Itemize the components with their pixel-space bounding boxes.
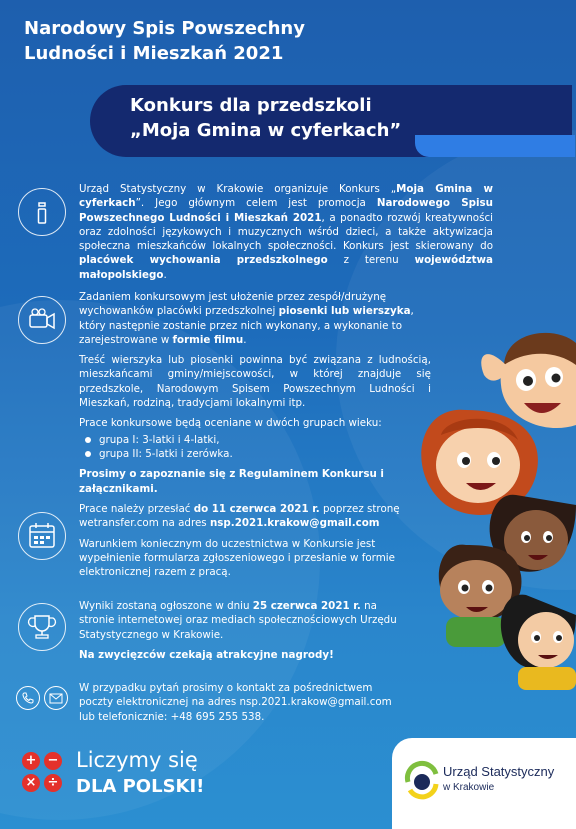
list-item: grupa II: 5-latki i zerówka. <box>99 447 431 461</box>
text: Urząd Statystyczny w Krakowie organizuje Konkurs „ <box>79 183 397 195</box>
census-name: Narodowego Spisu Powszechnego Ludności i Mieszkań 2021 <box>79 197 493 224</box>
minus-icon: − <box>44 752 62 770</box>
logo-subtitle: w Krakowie <box>443 782 495 793</box>
video-camera-icon <box>18 296 66 344</box>
text: na stronie internetowej oraz mediach społecznościowych Urzędu Statystycznego w Krakowie. <box>79 600 397 641</box>
contact-paragraph: W przypadku pytań prosimy o kontakt za pośrednictwem poczty elektronicznej na adres nsp.2021.krakow@gmail.com lub telefonicznie: +48 695 255 538. <box>79 682 392 723</box>
contact-section <box>79 681 399 730</box>
task-type: piosenki lub wierszyka <box>278 305 411 318</box>
target-institutions: placówek wychowania przedszkolnego <box>79 254 328 267</box>
results-section <box>79 599 399 668</box>
slogan-line-1: Liczymy się <box>76 748 198 772</box>
age-groups-list <box>79 433 431 462</box>
content-paragraph: Treść wierszyka lub piosenki powinna być związana z ludnością, mieszkańcami gminy/miejscowości, w której znajduje się przedszkole, Narodowym Spisem Powszechnym Ludności i Mieszkań, rodziną, tradycjami lokalnymi itp. <box>79 354 431 410</box>
title-line-2: Ludności i Mieszkań 2021 <box>24 43 284 64</box>
divide-icon: ÷ <box>44 774 62 792</box>
info-icon <box>18 188 66 236</box>
text: Wyniki zostaną ogłoszone w dniu <box>79 600 253 612</box>
calendar-icon <box>18 512 66 560</box>
contest-title-line-2: „Moja Gmina w cyferkach” <box>130 120 402 141</box>
text: z terenu <box>327 254 415 267</box>
text: Zadaniem konkursowym jest ułożenie przez zespół/drużynę wychowanków placówki przedszkolnej <box>79 291 387 318</box>
page-title <box>24 16 305 66</box>
results-paragraph <box>79 599 399 642</box>
age-groups-intro: Prace konkursowe będą oceniane w dwóch grupach wieku: <box>79 417 382 430</box>
contest-title <box>130 93 401 143</box>
text: , a ponadto rozwój kreatywności oraz zdolności językowych i muzycznych wśród dzieci, a także aktywizacja społeczna mieszkańców lokalnych społeczności. Konkurs jest skierowany do <box>79 211 493 253</box>
statistics-office-logo-icon <box>404 760 440 800</box>
trophy-icon <box>18 603 66 651</box>
intro-paragraph <box>79 182 493 282</box>
results-date: 25 czerwca 2021 r. <box>252 600 361 612</box>
multiply-icon: × <box>22 774 40 792</box>
children-illustration <box>406 325 576 690</box>
target-region: województwa małopolskiego <box>79 254 493 281</box>
contest-name: Moja Gmina w cyferkach <box>79 183 493 210</box>
text: . <box>163 268 167 281</box>
list-item: grupa I: 3-latki i 4-latki, <box>99 433 431 447</box>
task-format: formie filmu <box>172 333 244 346</box>
submission-section <box>79 502 419 585</box>
slogan-line-2: DLA POLSKI! <box>76 776 205 797</box>
text: , który następnie zostanie przez nich wykonany, a wykonanie to zarejestrowane w <box>79 305 414 346</box>
math-symbols-icon <box>22 752 64 794</box>
text: ”. Jego głównym celem jest promocja <box>135 197 377 210</box>
prizes-note: Na zwycięzców czekają atrakcyjne nagrody! <box>79 648 334 661</box>
requirement-paragraph: Warunkiem koniecznym do uczestnictwa w Konkursie jest wypełnienie formularza zgłoszeniowego i przesłanie w formie elektronicznej razem z pracą. <box>79 537 395 579</box>
text: Prace należy przesłać <box>79 503 194 515</box>
task-paragraph <box>79 290 431 347</box>
phone-icon <box>16 686 40 710</box>
banner-accent <box>415 135 575 157</box>
submission-email: nsp.2021.krakow@gmail.com <box>209 517 380 530</box>
mail-icon <box>44 686 68 710</box>
submission-paragraph <box>79 502 419 531</box>
plus-icon: + <box>22 752 40 770</box>
text: . <box>243 333 247 346</box>
title-line-1: Narodowy Spis Powszechny <box>24 18 305 39</box>
task-section <box>79 290 431 502</box>
text: poprzez stronę wetransfer.com na adres <box>79 503 400 530</box>
deadline: do 11 czerwca 2021 r. <box>193 503 320 515</box>
contest-title-line-1: Konkurs dla przedszkoli <box>130 95 372 116</box>
regulations-note: Prosimy o zapoznanie się z Regulaminem Konkursu i załącznikami. <box>79 468 384 495</box>
intro-section <box>79 182 493 288</box>
logo-name: Urząd Statystyczny <box>443 764 555 779</box>
